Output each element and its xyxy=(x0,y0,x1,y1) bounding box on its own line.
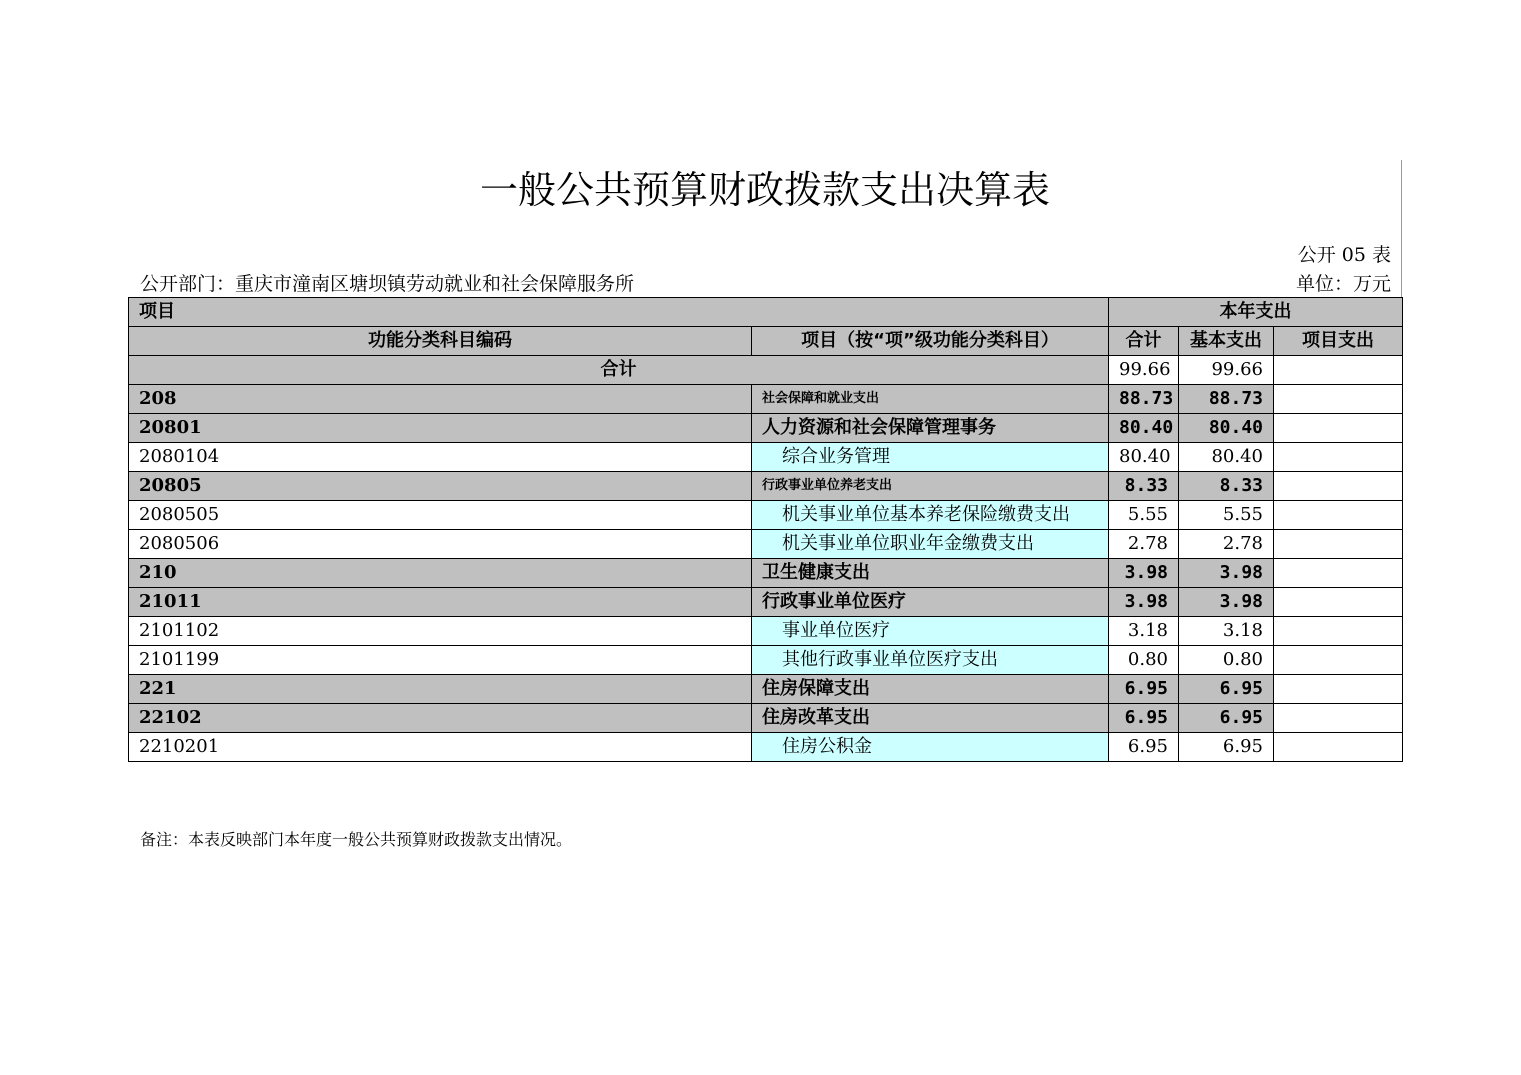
row-code: 208 xyxy=(129,385,752,414)
table-row xyxy=(129,472,1403,501)
row-project xyxy=(1274,588,1403,617)
row-code: 22102 xyxy=(129,704,752,733)
header-current-year: 本年支出 xyxy=(1109,298,1403,327)
row-code: 2080104 xyxy=(129,443,752,472)
row-basic: 6.95 xyxy=(1179,704,1274,733)
row-total: 80.40 xyxy=(1109,414,1179,443)
row-basic: 5.55 xyxy=(1179,501,1274,530)
row-basic: 6.95 xyxy=(1179,675,1274,704)
row-total: 6.95 xyxy=(1109,733,1179,762)
row-basic: 3.18 xyxy=(1179,617,1274,646)
row-total: 6.95 xyxy=(1109,675,1179,704)
expenditure-table xyxy=(128,297,1403,762)
row-basic: 80.40 xyxy=(1179,414,1274,443)
row-basic: 88.73 xyxy=(1179,385,1274,414)
table-row xyxy=(129,530,1403,559)
footnote: 备注：本表反映部门本年度一般公共预算财政拨款支出情况。 xyxy=(140,830,573,849)
row-code: 2080506 xyxy=(129,530,752,559)
row-name: 综合业务管理 xyxy=(752,443,1109,472)
header-code: 功能分类科目编码 xyxy=(129,327,752,356)
row-total: 0.80 xyxy=(1109,646,1179,675)
row-code: 2080505 xyxy=(129,501,752,530)
row-code: 210 xyxy=(129,559,752,588)
table-row xyxy=(129,559,1403,588)
total-project xyxy=(1274,356,1403,385)
table-row xyxy=(129,675,1403,704)
row-project xyxy=(1274,559,1403,588)
unit-label: 单位：万元 xyxy=(1295,273,1391,295)
header-project-expense: 项目支出 xyxy=(1274,327,1403,356)
row-project xyxy=(1274,443,1403,472)
row-total: 3.18 xyxy=(1109,617,1179,646)
row-total: 88.73 xyxy=(1109,385,1179,414)
row-basic: 0.80 xyxy=(1179,646,1274,675)
header-basic: 基本支出 xyxy=(1179,327,1274,356)
row-total: 2.78 xyxy=(1109,530,1179,559)
row-name: 机关事业单位基本养老保险缴费支出 xyxy=(752,501,1109,530)
header-item: 项目（按“项”级功能分类科目） xyxy=(752,327,1109,356)
row-name: 住房改革支出 xyxy=(752,704,1109,733)
row-name: 行政事业单位养老支出 xyxy=(752,472,1109,501)
row-project xyxy=(1274,472,1403,501)
table-row xyxy=(129,588,1403,617)
form-number: 公开 05 表 xyxy=(1297,244,1391,266)
header-row-1 xyxy=(129,298,1403,327)
row-total: 6.95 xyxy=(1109,704,1179,733)
row-project xyxy=(1274,530,1403,559)
table-row xyxy=(129,704,1403,733)
row-project xyxy=(1274,733,1403,762)
row-total: 3.98 xyxy=(1109,588,1179,617)
row-basic: 3.98 xyxy=(1179,559,1274,588)
row-basic: 8.33 xyxy=(1179,472,1274,501)
table-row xyxy=(129,733,1403,762)
row-name: 社会保障和就业支出 xyxy=(752,385,1109,414)
table-row xyxy=(129,646,1403,675)
row-name: 卫生健康支出 xyxy=(752,559,1109,588)
header-project: 项目 xyxy=(129,298,1109,327)
row-project xyxy=(1274,675,1403,704)
header-total: 合计 xyxy=(1109,327,1179,356)
table-row xyxy=(129,501,1403,530)
row-code: 221 xyxy=(129,675,752,704)
row-basic: 2.78 xyxy=(1179,530,1274,559)
row-basic: 3.98 xyxy=(1179,588,1274,617)
table-row xyxy=(129,385,1403,414)
row-name: 事业单位医疗 xyxy=(752,617,1109,646)
row-total: 8.33 xyxy=(1109,472,1179,501)
row-name: 人力资源和社会保障管理事务 xyxy=(752,414,1109,443)
row-total: 5.55 xyxy=(1109,501,1179,530)
row-name: 其他行政事业单位医疗支出 xyxy=(752,646,1109,675)
total-label: 合计 xyxy=(129,356,1109,385)
row-project xyxy=(1274,646,1403,675)
table-row xyxy=(129,443,1403,472)
row-name: 机关事业单位职业年金缴费支出 xyxy=(752,530,1109,559)
row-project xyxy=(1274,617,1403,646)
row-name: 住房保障支出 xyxy=(752,675,1109,704)
row-code: 21011 xyxy=(129,588,752,617)
row-project xyxy=(1274,704,1403,733)
table-row xyxy=(129,617,1403,646)
row-name: 住房公积金 xyxy=(752,733,1109,762)
row-total: 80.40 xyxy=(1109,443,1179,472)
row-code: 2101102 xyxy=(129,617,752,646)
table-row xyxy=(129,414,1403,443)
header-row-2 xyxy=(129,327,1403,356)
row-basic: 80.40 xyxy=(1179,443,1274,472)
row-code: 2210201 xyxy=(129,733,752,762)
total-basic: 99.66 xyxy=(1179,356,1274,385)
page-title: 一般公共预算财政拨款支出决算表 xyxy=(479,168,1050,212)
row-basic: 6.95 xyxy=(1179,733,1274,762)
row-code: 2101199 xyxy=(129,646,752,675)
total-value: 99.66 xyxy=(1109,356,1179,385)
row-project xyxy=(1274,414,1403,443)
row-project xyxy=(1274,501,1403,530)
row-total: 3.98 xyxy=(1109,559,1179,588)
department-label: 公开部门：重庆市潼南区塘坝镇劳动就业和社会保障服务所 xyxy=(140,273,635,295)
row-code: 20801 xyxy=(129,414,752,443)
row-project xyxy=(1274,385,1403,414)
row-name: 行政事业单位医疗 xyxy=(752,588,1109,617)
total-row xyxy=(129,356,1403,385)
row-code: 20805 xyxy=(129,472,752,501)
